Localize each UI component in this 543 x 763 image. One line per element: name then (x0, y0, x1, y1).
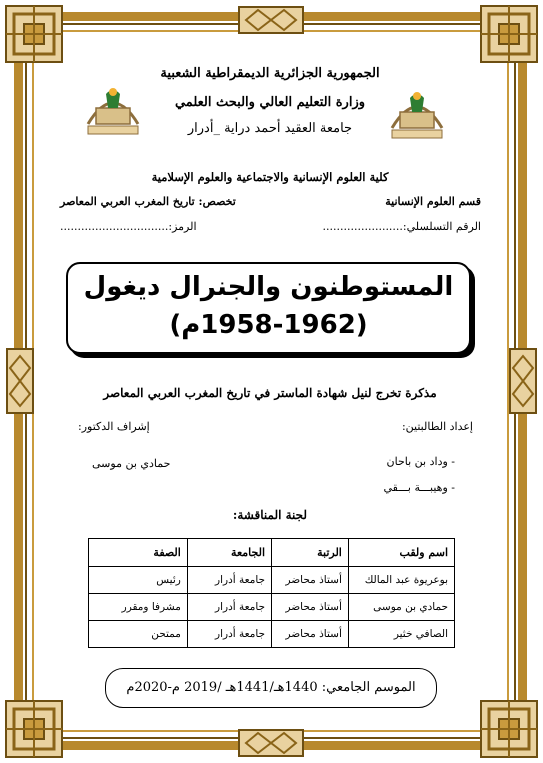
column-header: الجامعة (187, 539, 271, 567)
column-header: الصفة (89, 539, 188, 567)
republic-name: الجمهورية الجزائرية الديمقراطية الشعبية (160, 66, 380, 81)
supervisor-label: إشراف الدكتور: (78, 420, 150, 433)
table-cell: أستاذ محاضر (272, 567, 349, 594)
table-cell: ممتحن (89, 621, 188, 648)
table-cell: رئيس (89, 567, 188, 594)
table-cell: بوعريوة عبد المالك (348, 567, 454, 594)
corner-ornament-icon (4, 699, 64, 759)
thesis-title-line1: المستوطنون والجنرال ديغول (83, 272, 454, 302)
column-header: الرتبة (272, 539, 349, 567)
university-name: جامعة العقيد أحمد دراية _أدرار (187, 121, 353, 136)
committee-table (88, 538, 455, 648)
table-cell: جامعة أدرار (187, 621, 271, 648)
table-row (89, 594, 455, 621)
faculty-name: كلية العلوم الإنسانية والاجتماعية والعلوم الإسلامية (151, 170, 389, 184)
academic-year: الموسم الجامعي: 1440هـ/1441هـ /2019 م-2020م (126, 680, 416, 695)
thesis-title-box (66, 262, 471, 354)
top-edge-ornament-icon (238, 6, 304, 34)
department-label: قسم العلوم الإنسانية (385, 195, 481, 208)
university-logo-icon (82, 78, 144, 138)
students-label: إعداد الطالبتين: (401, 420, 473, 433)
table-header-row (89, 539, 455, 567)
serial-number-field: الرقم التسلسلي:....................... (322, 220, 481, 233)
ministry-name: وزارة التعليم العالي والبحث العلمي (174, 95, 366, 110)
code-field: الرمز:............................... (60, 220, 197, 233)
student-name: - وداد بن باحان (386, 455, 455, 468)
column-header: اسم ولقب (348, 539, 454, 567)
thesis-title-line2: (1958-1962م) (169, 310, 368, 340)
right-edge-ornament-icon (509, 348, 537, 414)
table-cell: حمادي بن موسى (348, 594, 454, 621)
corner-ornament-icon (479, 699, 539, 759)
specialization-label: تخصص: تاريخ المغرب العربي المعاصر (60, 195, 236, 208)
table-cell: أستاذ محاضر (272, 594, 349, 621)
table-cell: أستاذ محاضر (272, 621, 349, 648)
table-cell: جامعة أدرار (187, 567, 271, 594)
table-cell: جامعة أدرار (187, 594, 271, 621)
thesis-subtitle: مذكرة تخرج لنيل شهادة الماستر في تاريخ المغرب العربي المعاصر (103, 386, 437, 400)
left-edge-ornament-icon (6, 348, 34, 414)
table-cell: الصافي خثير (348, 621, 454, 648)
bottom-edge-ornament-icon (238, 729, 304, 757)
corner-ornament-icon (4, 4, 64, 64)
supervisor-name: حمادي بن موسى (92, 457, 171, 470)
university-logo-icon (386, 82, 448, 142)
table-row (89, 567, 455, 594)
corner-ornament-icon (479, 4, 539, 64)
student-name: - وهيبـــة بـــقي (383, 481, 455, 494)
table-cell: مشرفا ومقرر (89, 594, 188, 621)
committee-label: لجنة المناقشة: (232, 508, 308, 522)
table-row (89, 621, 455, 648)
academic-year-box (105, 668, 437, 708)
